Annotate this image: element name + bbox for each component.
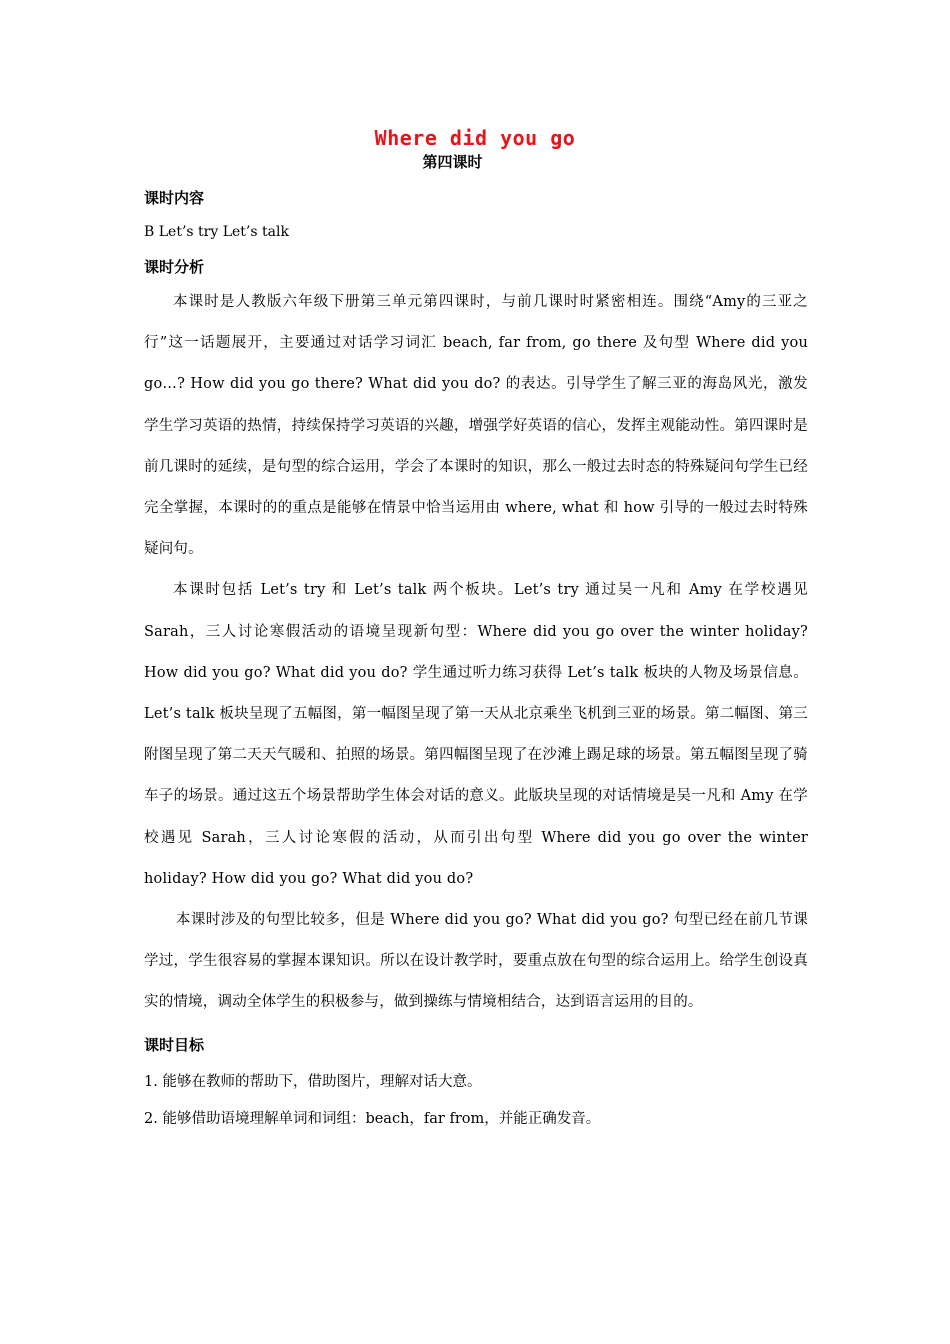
analysis-paragraph-1: 本课时是人教版六年级下册第三单元第四课时，与前几课时时紧密相连。围绕“Amy的三亚之行”这一话题展开，主要通过对话学习词汇 beach, far from, go there 及句型 Where did you go…? How did you go there? What did you do? 的表达。引导学生了解三亚的海岛风光，激发学生学习英语的热情，持续保持学习英语的兴趣，增强学好英语的信心，发挥主观能动性。第四课时是前几课时的延续，是句型的综合运用，学会了本课时的知识，那么一般过去时态的特殊疑问句学生已经完全掌握，本课时的的重点是能够在情景中恰当运用由 where, what 和 how 引导的一般过去时特殊疑问句。 (144, 294, 808, 558)
lesson-content-line: B Let’s try Let’s talk (144, 224, 289, 240)
document-subtitle: 第四课时 (422, 153, 483, 171)
section-heading-content: 课时内容 (144, 189, 205, 207)
analysis-paragraph-3: 本课时涉及的句型比较多，但是 Where did you go? What did you go? 句型已经在前几节课学过，学生很容易的掌握本课知识。所以在设计教学时，要重点放在句型的综合运用上。给学生创设真实的情境，调动全体学生的积极参与，做到操练与情境相结合，达到语言运用的目的。 (144, 912, 808, 1011)
goal-item-1: 1. 能够在教师的帮助下，借助图片，理解对话大意。 (144, 1073, 482, 1090)
document-title: Where did you go (374, 126, 576, 150)
goals-list (144, 1064, 808, 1138)
section-heading-analysis: 课时分析 (144, 258, 205, 276)
section-heading-goals: 课时目标 (144, 1035, 205, 1054)
goal-item-2: 2. 能够借助语境理解单词和词组：beach，far from，并能正确发音。 (144, 1110, 601, 1127)
analysis-paragraph-2: 本课时包括 Let’s try 和 Let’s talk 两个板块。Let’s try 通过吴一凡和 Amy 在学校遇见 Sarah，三人讨论寒假活动的语境呈现新句型：Where did you go over the winter holiday? How did you go? What did you do? 学生通过听力练习获得 Let’s talk 板块的人物及场景信息。Let’s talk 板块呈现了五幅图，第一幅图呈现了第一天从北京乘坐飞机到三亚的场景。第二幅图、第三附图呈现了第二天天气暖和、拍照的场景。第四幅图呈现了在沙滩上踢足球的场景。第五幅图呈现了骑车子的场景。通过这五个场景帮助学生体会对话的意义。此版块呈现的对话情境是吴一凡和 Amy 在学校遇见 Sarah，三人讨论寒假的活动，从而引出句型 Where did you go over the winter holiday? How did you go? What did you do? (144, 582, 808, 887)
document-body (144, 184, 808, 1138)
